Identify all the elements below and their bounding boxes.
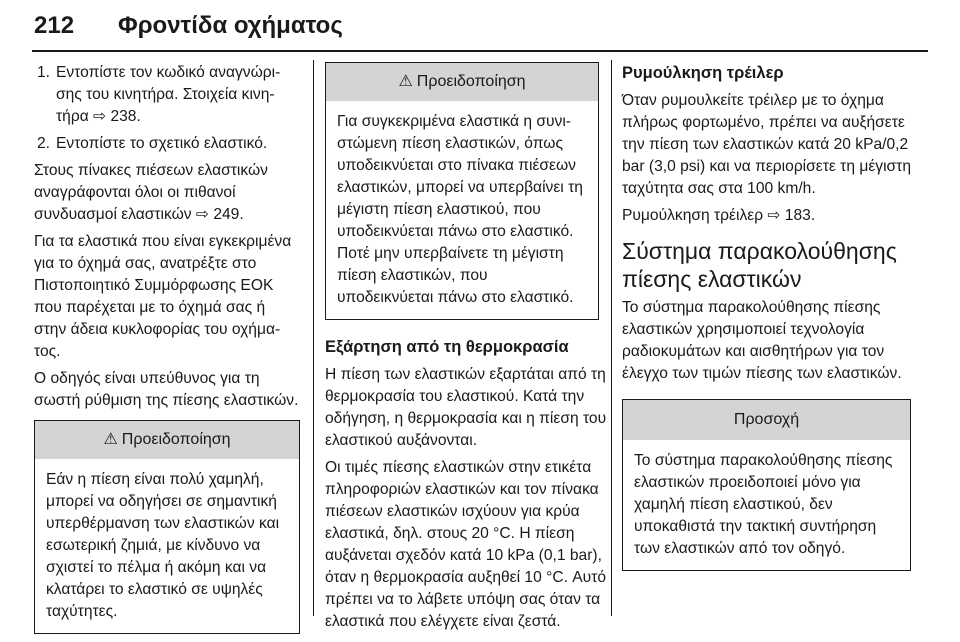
paragraph: Το σύστημα παρακολούθησης πίεσης ελαστικών χρησιμοποιεί τεχνολογία ραδιοκυμάτων και αισθητήρων για τον έλεγχο των τιμών πίεσης των ελαστικών. bbox=[622, 299, 902, 382]
page-header bbox=[0, 0, 960, 52]
caution-box bbox=[622, 399, 911, 571]
caution-text: Το σύστημα παρακολούθησης πίεσης ελαστικών προειδοποιεί μόνο για χαμηλή πίεση ελαστικού, δεν υποκαθιστά την τακτική συντήρηση των ελαστικών από τον οδηγό. bbox=[634, 452, 893, 557]
list-number: 2. bbox=[36, 135, 50, 152]
warning-title: Προειδοποίηση bbox=[416, 73, 526, 90]
list-number: 1. bbox=[36, 64, 50, 81]
warning-icon: ⚠ bbox=[103, 431, 118, 448]
column-right bbox=[611, 62, 911, 571]
warning-text: Εάν η πίεση είναι πολύ χαμηλή, μπορεί να οδηγήσει σε σημαντική υπερθέρμανση των ελαστικών και εσωτερική ζημιά, με κίνδυνο να σχιστεί το πέλμα ή ακόμη και να κλατάρει το ελαστικό σε υψηλές ταχύτητες. bbox=[46, 471, 280, 620]
paragraph: Όταν ρυμουλκείτε τρέιλερ με το όχημα πλήρως φορτωμένο, πρέπει να αυξήσετε την πίεση των ελαστικών κατά 20 kPa/0,2 bar (3,0 psi) και να περιορίσετε τη μέγιστη ταχύτητα σας στα 100 km/h. bbox=[622, 92, 911, 197]
section-heading: Ρυμούλκηση τρέιλερ bbox=[622, 64, 784, 82]
warning-box bbox=[325, 62, 599, 320]
paragraph: Οι τιμές πίεσης ελαστικών στην ετικέτα πληροφοριών ελαστικών και τον πίνακα πιέσεων ελαστικών ισχύουν για κρύα ελαστικά, δηλ. στους 20 °C. Η πίεση αυξάνεται σχεδόν κατά 10 kPa (0,1 bar), όταν η θερμοκρασία αυξηθεί 10 °C. Αυτό πρέπει να το λάβετε υπόψη σας όταν τα ελαστικά που ελέγχετε είναι ζεστά. bbox=[325, 459, 607, 630]
page-number: 212 bbox=[34, 12, 75, 39]
warning-box bbox=[34, 420, 300, 634]
warning-text: Για συγκεκριμένα ελαστικά η συνιστώμενη πίεση ελαστικών, όπως υποδεικνύεται στο πίνακα πιέσεων ελαστικών, μπορεί να υπερβαίνει τη μέγιστη πίεση ελαστικού, που υποδεικνύεται πάνω στο ελαστικό. Ποτέ μην υπερβαίνετε τη μέγιστη πίεση ελαστικών, που υποδεικνύεται πάνω στο ελαστικό. bbox=[337, 113, 583, 306]
list-item bbox=[34, 133, 300, 155]
section-heading: Εξάρτηση από τη θερμοκρασία bbox=[325, 338, 569, 356]
warning-header bbox=[326, 63, 598, 101]
page-title: Φροντίδα οχήματος bbox=[118, 12, 343, 39]
warning-header bbox=[35, 421, 299, 459]
column-middle bbox=[313, 62, 611, 638]
column-left bbox=[34, 62, 300, 634]
warning-title: Προειδοποίηση bbox=[121, 431, 231, 448]
paragraph: Ρυμούλκηση τρέιλερ ⇨ 183. bbox=[622, 207, 816, 224]
list-text: Εντοπίστε το σχετικό ελαστικό. bbox=[56, 135, 268, 152]
paragraph: Στους πίνακες πιέσεων ελαστικών αναγράφονται όλοι οι πιθανοί συνδυασμοί ελαστικών ⇨ 249. bbox=[34, 162, 268, 223]
list-text: Εντοπίστε τον κωδικό αναγνώρισης του κινητήρα. Στοιχεία κινητήρα ⇨ 238. bbox=[56, 64, 281, 125]
paragraph: Για τα ελαστικά που είναι εγκεκριμένα για το όχημά σας, ανατρέξτε στο Πιστοποιητικό Συμμόρφωσης ΕΟΚ που παρέχεται με το όχημά σας ή στην άδεια κυκλοφορίας του οχήματος. bbox=[34, 233, 292, 360]
warning-icon: ⚠ bbox=[398, 73, 413, 90]
major-heading: Σύστημα παρακολούθησης πίεσης ελαστικών bbox=[622, 238, 897, 292]
header-divider bbox=[32, 50, 928, 52]
caution-title: Προσοχή bbox=[623, 400, 910, 440]
list-item bbox=[34, 62, 300, 128]
paragraph: Ο οδηγός είναι υπεύθυνος για τη σωστή ρύθμιση της πίεσης ελαστικών. bbox=[34, 370, 299, 409]
paragraph: Η πίεση των ελαστικών εξαρτάται από τη θερμοκρασία του ελαστικού. Κατά την οδήγηση, η θερμοκρασία και η πίεση του ελαστικού αυξάνονται. bbox=[325, 366, 607, 449]
